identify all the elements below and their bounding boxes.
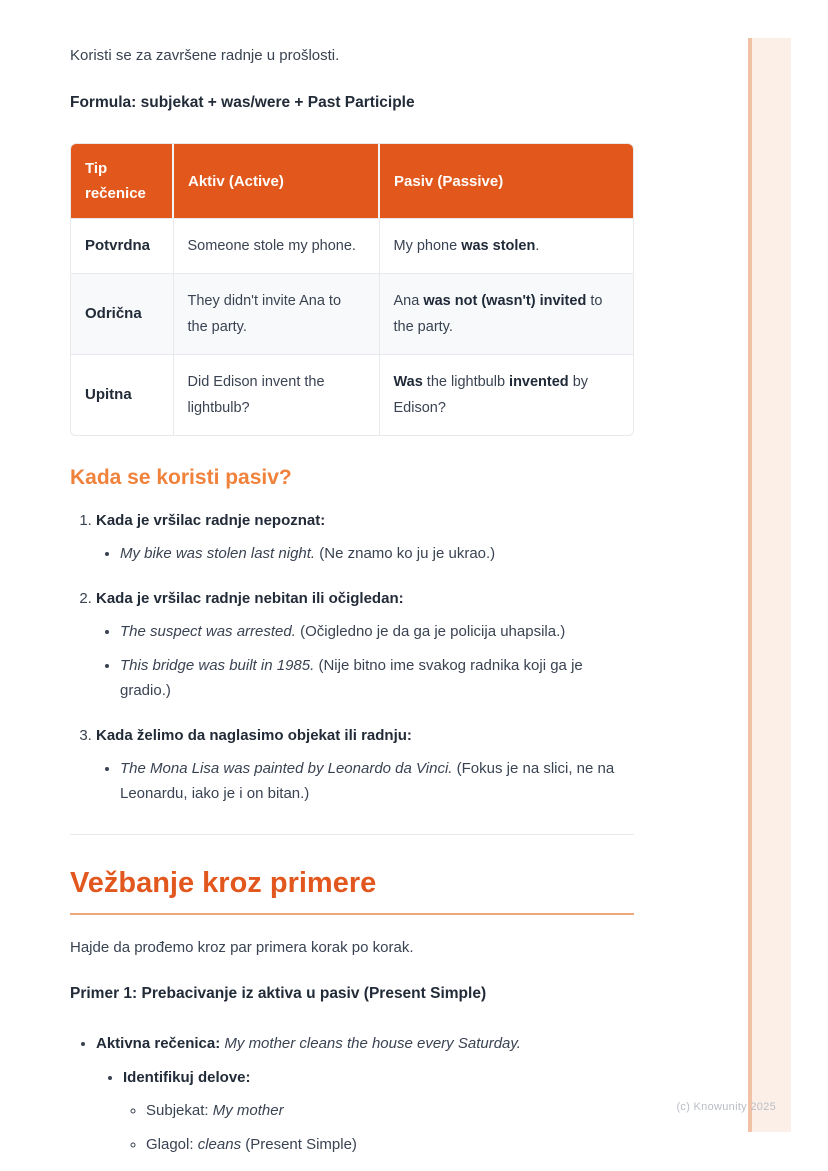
table-row-negative (71, 274, 634, 355)
subject-value: My mother (212, 1102, 284, 1119)
example-sentence: The suspect was arrested. (120, 623, 296, 640)
example-sentence: My bike was stolen last night. (120, 545, 316, 562)
usage-item-head: Kada je vršilac radnje nepoznat: (96, 512, 326, 529)
column-header-passive: Pasiv (Passive) (379, 144, 634, 219)
usage-item-head: Kada je vršilac radnje nebitan ili očigledan: (96, 590, 404, 607)
passive-bold: was not (wasn't) invited (423, 293, 587, 309)
practice-item-identify (123, 1065, 634, 1157)
table-row-interrogative (71, 355, 634, 436)
usage-bullet-list (96, 619, 634, 703)
usage-bullet-list (96, 756, 634, 806)
usage-bullet (120, 653, 634, 703)
copyright-watermark: (c) Knowunity 2025 (676, 1101, 776, 1113)
passive-text: the lightbulb (422, 374, 510, 390)
column-header-active: Aktiv (Active) (173, 144, 379, 219)
example-note: (Ne znamo ko ju je ukrao.) (315, 545, 496, 562)
section-divider (70, 834, 634, 835)
usage-item (96, 508, 634, 566)
passive-text: by Edison? (393, 374, 589, 416)
passive-text: to the party. (393, 293, 603, 335)
example-note: (Nije bitno ime svakog radnika koji ga je gradio.) (120, 657, 583, 699)
verb-label: Glagol: (146, 1136, 198, 1153)
usage-item (96, 586, 634, 703)
practice-intro: Hajde da prođemo kroz par primera korak po korak. (70, 939, 414, 956)
practice-item-active-sentence (96, 1031, 634, 1157)
page-edge-stripe (748, 38, 791, 1132)
practice-item-verb (146, 1133, 634, 1157)
table-row-affirmative (71, 219, 634, 274)
passive-bold: was stolen (461, 238, 536, 254)
passive-voice-table (71, 144, 634, 435)
identify-label: Identifikuj delove: (123, 1069, 251, 1086)
example-title: Primer 1: Prebacivanje iz aktiva u pasiv (Present Simple) (70, 985, 487, 1002)
usage-bullet (120, 756, 634, 806)
active-sentence-value: My mother cleans the house every Saturday. (220, 1035, 521, 1052)
practice-bullet-list (70, 1031, 634, 1157)
usage-bullet-list (96, 541, 634, 566)
usage-item (96, 723, 634, 806)
formula-line: Formula: subjekat + was/were + Past Participle (70, 94, 415, 111)
intro-paragraph: Koristi se za završene radnje u prošlosti. (70, 47, 340, 64)
example-note: (Fokus je na slici, ne na Leonardu, iako je i on bitan.) (120, 760, 615, 802)
active-sentence-label: Aktivna rečenica: (96, 1035, 221, 1052)
usage-bullet (120, 619, 634, 644)
practice-sub-list (96, 1065, 634, 1157)
passive-text: My phone (393, 238, 462, 254)
row-type-label: Potvrdna (71, 219, 173, 274)
passive-bold: invented (509, 374, 569, 390)
practice-item-subject (146, 1099, 634, 1123)
example-note: (Očigledno je da ga je policija uhapsila.) (295, 623, 566, 640)
table-header-row (71, 144, 634, 219)
passive-example-cell (379, 355, 634, 436)
verb-value: cleans (197, 1136, 242, 1153)
usage-item-head: Kada želimo da naglasimo objekat ili radnju: (96, 727, 412, 744)
passive-table-wrapper (70, 143, 634, 436)
practice-subsub-list (123, 1099, 634, 1157)
passive-example-cell (379, 274, 634, 355)
passive-text: Ana (393, 293, 424, 309)
example-sentence: The Mona Lisa was painted by Leonardo da Vinci. (120, 760, 453, 777)
subject-label: Subjekat: (146, 1102, 213, 1119)
row-type-label: Odrična (71, 274, 173, 355)
section-heading-usage: Kada se koristi pasiv? (70, 466, 292, 489)
document-content (70, 0, 634, 1157)
column-header-type: Tip rečenice (71, 144, 173, 219)
example-sentence: This bridge was built in 1985. (120, 657, 315, 674)
passive-example-cell (379, 219, 634, 274)
section-heading-practice: Vežbanje kroz primere (70, 867, 634, 915)
row-type-label: Upitna (71, 355, 173, 436)
active-example-cell: Did Edison invent the lightbulb? (173, 355, 379, 436)
active-example-cell: Someone stole my phone. (173, 219, 379, 274)
usage-numbered-list (70, 508, 634, 806)
usage-bullet (120, 541, 634, 566)
active-example-cell: They didn't invite Ana to the party. (173, 274, 379, 355)
verb-note: (Present Simple) (241, 1136, 357, 1153)
passive-text: . (535, 238, 540, 254)
passive-bold: Was (393, 374, 423, 390)
